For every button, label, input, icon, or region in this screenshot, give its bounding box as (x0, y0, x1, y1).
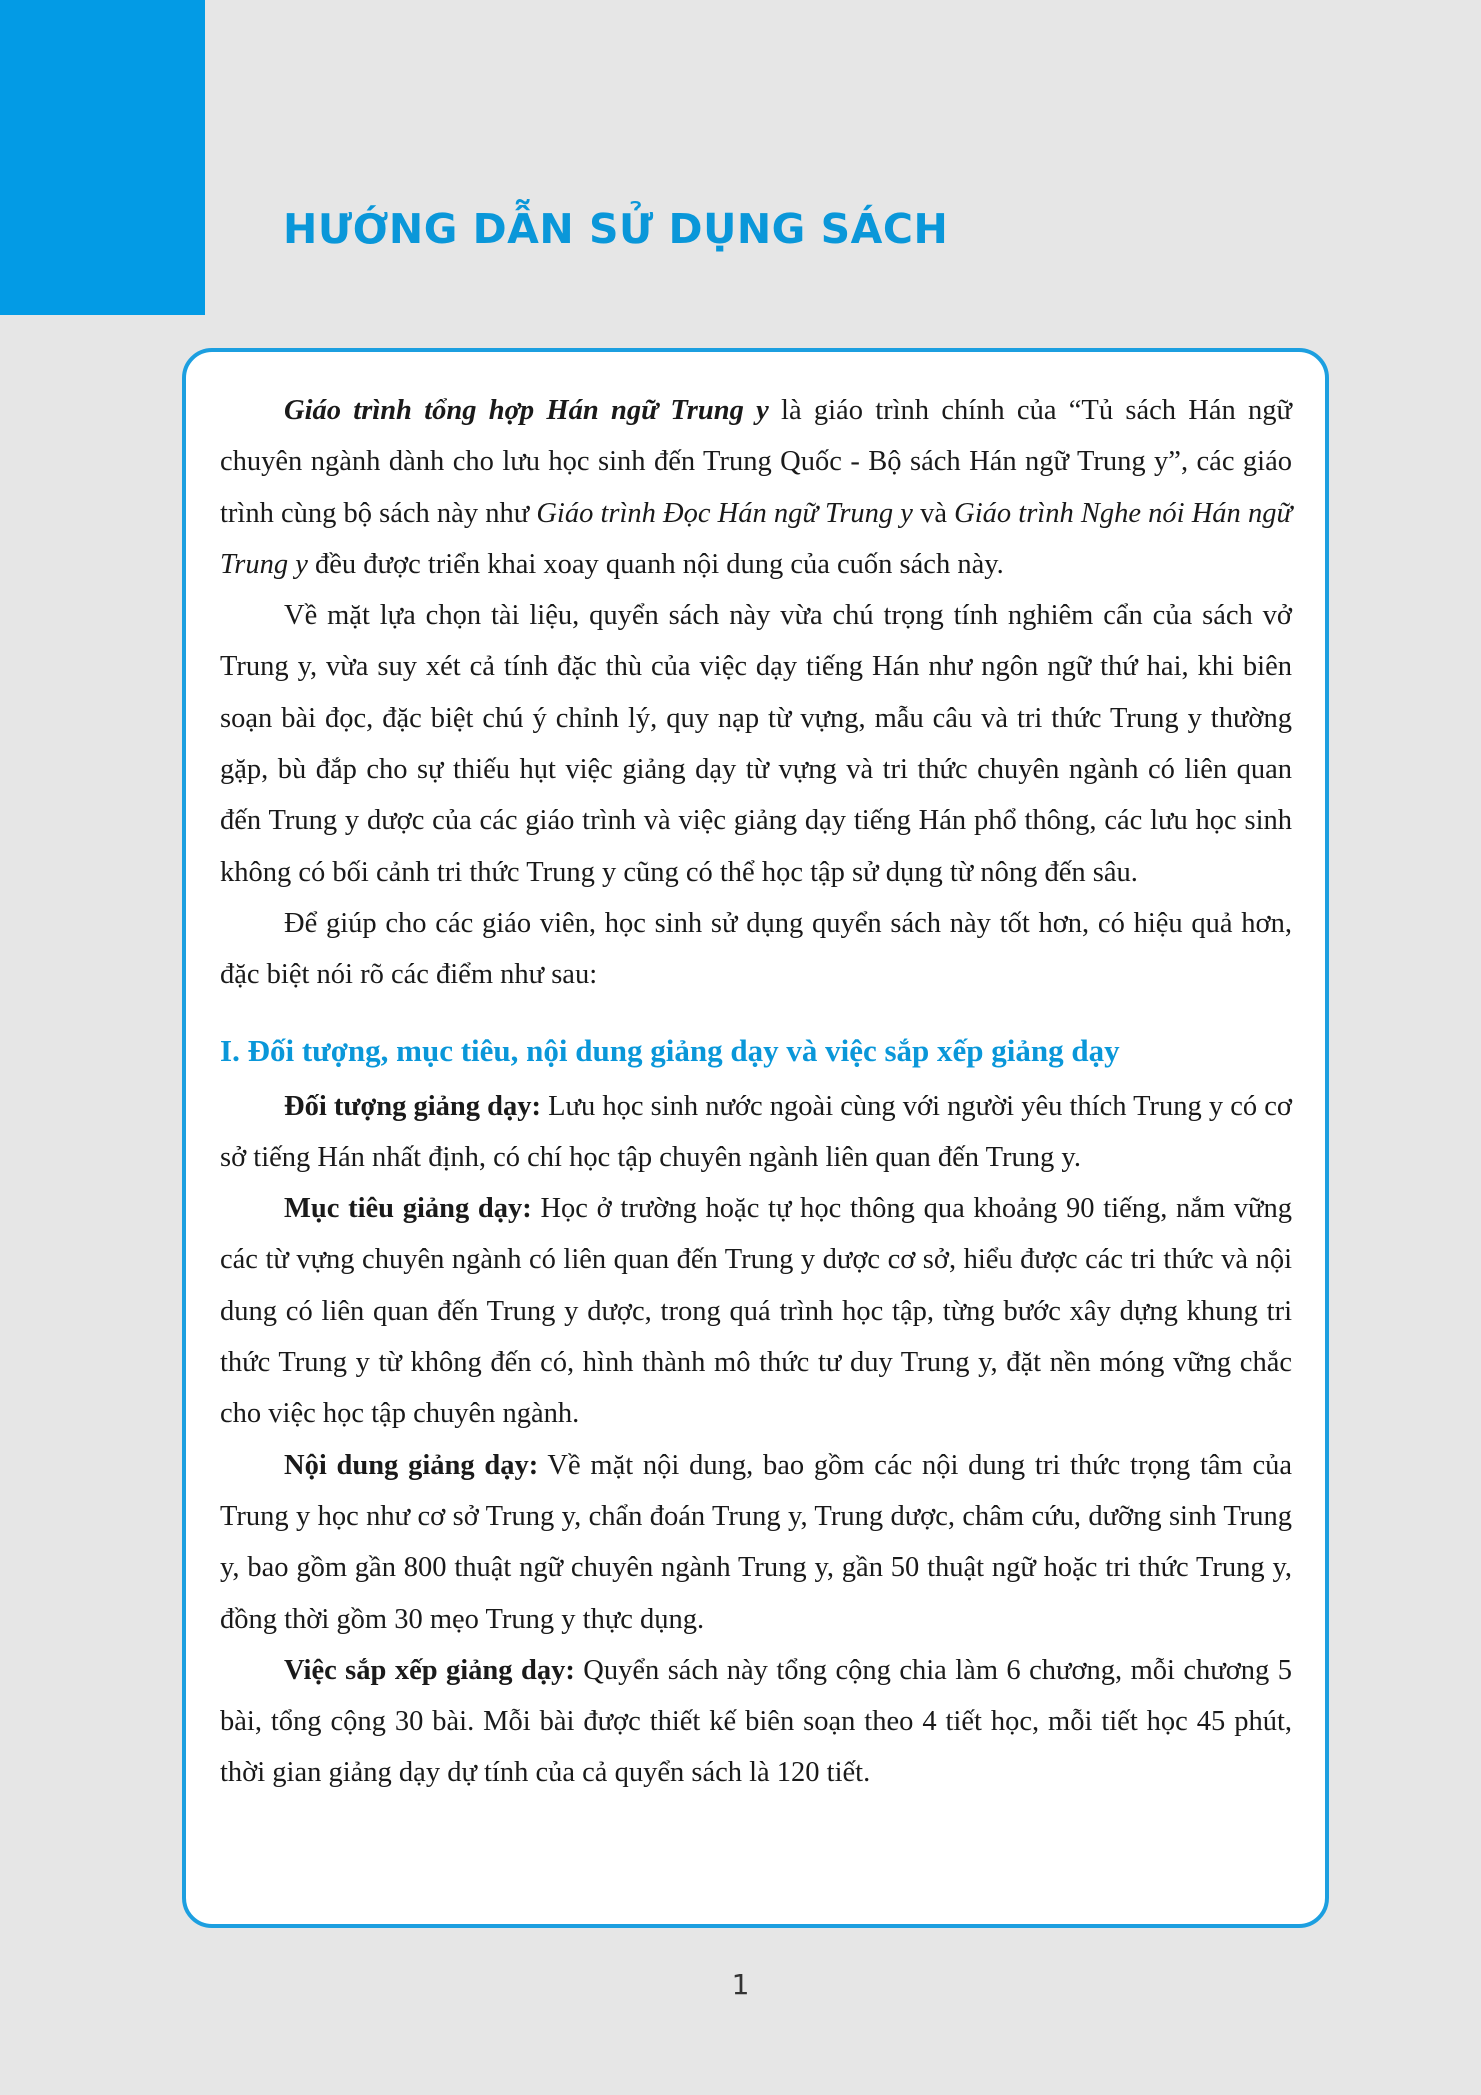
page-number: 1 (731, 1968, 750, 2001)
book-title: Giáo trình tổng hợp Hán ngữ Trung y (284, 395, 769, 426)
section-heading: I. Đối tượng, mục tiêu, nội dung giảng dạy và việc sắp xếp giảng dạy (220, 1032, 1120, 1068)
item-label: Nội dung giảng dạy: (284, 1449, 539, 1481)
intro-paragraph-1 (220, 385, 1292, 590)
section-item (220, 1645, 1292, 1799)
section-item (220, 1183, 1292, 1439)
page-title: HƯỚNG DẪN SỬ DỤNG SÁCH (283, 205, 949, 253)
item-text: Học ở trường hoặc tự học thông qua khoảng 90 tiếng, nắm vững các từ vựng chuyên ngành có liên quan đến Trung y dược cơ sở, hiểu được các tri thức và nội dung có liên quan đến Trung y dược, trong quá trình học tập, từng bước xây dựng khung tri thức Trung y từ không đến có, hình thành mô thức tư duy Trung y, đặt nền móng vững chắc cho việc học tập chuyên ngành. (220, 1193, 1293, 1430)
book-title: Giáo trình Nghe nói Hán ngữ Trung y (220, 497, 1292, 580)
item-label: Đối tượng giảng dạy: (284, 1090, 541, 1122)
content-body (220, 385, 1292, 1799)
intro-paragraph-3: Để giúp cho các giáo viên, học sinh sử dụng quyển sách này tốt hơn, có hiệu quả hơn, đặc biệt nói rõ các điểm như sau: (220, 907, 1292, 991)
intro-text: đều được triển khai xoay quanh nội dung của cuốn sách này. (307, 548, 1004, 580)
intro-paragraph-2: Về mặt lựa chọn tài liệu, quyển sách này vừa chú trọng tính nghiêm cẩn của sách vở Trung y, vừa suy xét cả tính đặc thù của việc dạy tiếng Hán như ngôn ngữ thứ hai, khi biên soạn bài đọc, đặc biệt chú ý chỉnh lý, quy nạp từ vựng, mẫu câu và tri thức Trung y thường gặp, bù đắp cho sự thiếu hụt việc giảng dạy từ vựng và tri thức chuyên ngành có liên quan đến Trung y dược của các giáo trình và việc giảng dạy tiếng Hán phổ thông, các lưu học sinh không có bối cảnh tri thức Trung y cũng có thể học tập sử dụng từ nông đến sâu. (220, 600, 1292, 888)
item-label: Mục tiêu giảng dạy: (284, 1193, 532, 1225)
item-text: Lưu học sinh nước ngoài cùng với người yêu thích Trung y có cơ sở tiếng Hán nhất định, có chí học tập chuyên ngành liên quan đến Trung y. (220, 1090, 1292, 1173)
item-text: Quyển sách này tổng cộng chia làm 6 chương, mỗi chương 5 bài, tổng cộng 30 bài. Mỗi bài được thiết kế biên soạn theo 4 tiết học, mỗi tiết học 45 phút, thời gian giảng dạy dự tính của cả quyển sách là 120 tiết. (220, 1654, 1292, 1789)
item-label: Việc sắp xếp giảng dạy: (284, 1654, 575, 1686)
book-title: Giáo trình Đọc Hán ngữ Trung y (536, 497, 913, 529)
intro-text: là giáo trình chính của “Tủ sách Hán ngữ chuyên ngành dành cho lưu học sinh đến Trung Quốc - Bộ sách Hán ngữ Trung y”, các giáo trình cùng bộ sách này như (220, 395, 1292, 529)
section-item (220, 1081, 1292, 1184)
section-item (220, 1440, 1292, 1645)
item-text: Về mặt nội dung, bao gồm các nội dung tri thức trọng tâm của Trung y học như cơ sở Trung y, chẩn đoán Trung y, Trung dược, châm cứu, dưỡng sinh Trung y, bao gồm gần 800 thuật ngữ chuyên ngành Trung y, gần 50 thuật ngữ hoặc tri thức Trung y, đồng thời gồm 30 mẹo Trung y thực dụng. (220, 1449, 1292, 1635)
intro-text: và (912, 497, 955, 529)
corner-accent-block (0, 0, 205, 315)
